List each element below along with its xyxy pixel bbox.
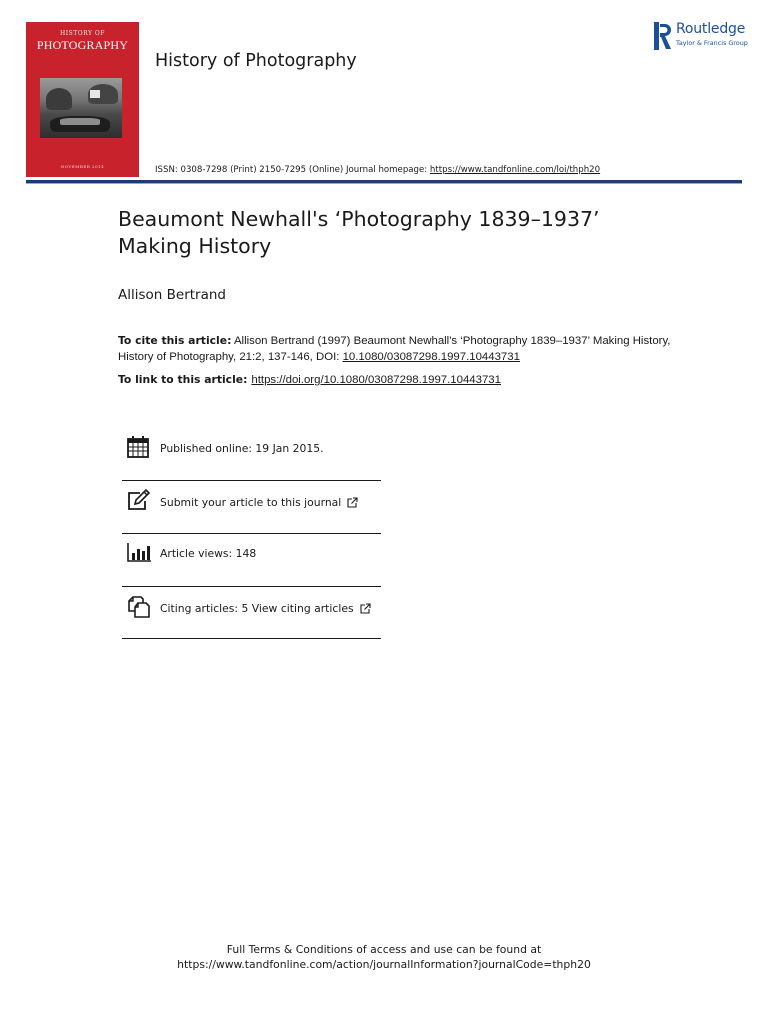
cover-photo — [40, 78, 122, 138]
cite-doi-link[interactable]: 10.1080/03087298.1997.10443731 — [342, 350, 520, 363]
article-title-line-2: Making History — [118, 234, 272, 258]
header-rule-thin — [26, 183, 742, 184]
citing-articles-icon — [124, 594, 154, 622]
footer-terms-url[interactable]: https://www.tandfonline.com/action/journalInformation?journalCode=thph20 — [177, 958, 591, 971]
journal-title: History of Photography — [155, 51, 357, 71]
cite-label: To cite this article: — [118, 334, 232, 347]
article-title-line-1: Beaumont Newhall's ‘Photography 1839–1937’ — [118, 207, 600, 231]
footer-line-1: Full Terms & Conditions of access and use can be found at — [226, 943, 542, 956]
info-divider — [122, 586, 381, 587]
info-divider — [122, 480, 381, 481]
calendar-icon — [124, 434, 154, 462]
journal-cover-image — [26, 22, 139, 177]
article-title — [118, 206, 678, 260]
citing-articles-link[interactable]: Citing articles: 5 View citing articles — [160, 601, 354, 615]
article-views-row — [124, 539, 380, 567]
issn-line — [155, 165, 600, 175]
external-link-icon — [360, 603, 371, 614]
submit-article-row[interactable] — [124, 488, 380, 516]
cover-issue-text: NOVEMBER 2014 — [60, 164, 105, 169]
footer-terms — [0, 942, 768, 972]
info-divider — [122, 533, 381, 534]
article-views-text: Article views: 148 — [160, 546, 257, 560]
article-doi-link[interactable]: https://doi.org/10.1080/03087298.1997.10443731 — [251, 374, 501, 386]
citing-articles-row[interactable] — [124, 594, 380, 622]
citation-block — [118, 333, 678, 365]
article-link-row — [118, 373, 501, 386]
bar-chart-icon — [124, 539, 154, 567]
publisher-group: Taylor & Francis Group — [676, 39, 748, 47]
journal-homepage-link[interactable]: https://www.tandfonline.com/loi/thph20 — [429, 165, 601, 175]
publisher-name: Routledge — [676, 21, 746, 37]
submit-article-link[interactable]: Submit your article to this journal — [160, 495, 342, 509]
issn-text: ISSN: 0308-7298 (Print) 2150-7295 (Online) Journal homepage: — [155, 165, 430, 175]
published-online-row — [124, 434, 380, 462]
routledge-logo-icon — [654, 22, 672, 50]
cover-top-text: HISTORY OF — [60, 30, 105, 37]
link-label: To link to this article: — [118, 373, 248, 386]
external-link-icon — [347, 497, 358, 508]
published-online-text: Published online: 19 Jan 2015. — [160, 441, 324, 455]
cite-text: Allison Bertrand (1997) Beaumont Newhall's ‘Photography 1839–1937’ Making History, History of Photography, 21:2, 137-146, DOI: — [118, 335, 671, 363]
edit-icon — [124, 488, 154, 516]
info-divider — [122, 638, 381, 639]
article-author: Allison Bertrand — [118, 287, 226, 303]
cover-title: PHOTOGRAPHY — [36, 38, 129, 52]
